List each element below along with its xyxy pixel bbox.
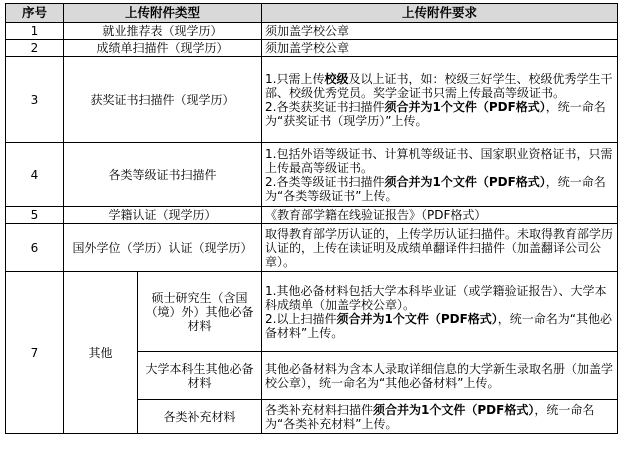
req-text: 各类补充材料扫描件 bbox=[265, 402, 374, 417]
row-requirement: 取得教育部学历认证的，上传学历认证扫描件。未取得教育部学历认证的，上传在读证明及成绩单翻译件扫描件（加盖翻译公司公章）。 bbox=[262, 224, 618, 272]
row-no: 6 bbox=[6, 224, 64, 272]
req-bold-text: 校级 bbox=[324, 71, 349, 86]
header-type: 上传附件类型 bbox=[64, 4, 262, 23]
req-bold-text: 须合并为1个文件（PDF格式） bbox=[336, 311, 498, 326]
row-type: 获奖证书扫描件（现学历） bbox=[64, 57, 262, 143]
req-text: ，统一命名为“各类等级证书”上传。 bbox=[265, 174, 606, 203]
req-text: ，统一命名为“获奖证书（现学历）”上传。 bbox=[265, 99, 606, 128]
req-text: 1.包括外语等级证书、计算机等级证书、国家职业资格证书，只需上传最高等级证书。 bbox=[265, 146, 613, 175]
req-bold-text: 须合并为1个文件（PDF格式） bbox=[384, 174, 546, 189]
row-type: 成绩单扫描件（现学历） bbox=[64, 40, 262, 57]
subrow-requirement bbox=[262, 400, 618, 434]
req-text: 2.以上扫描件 bbox=[265, 311, 337, 326]
req-text: 2.各类等级证书扫描件 bbox=[265, 174, 385, 189]
req-text: ，统一命名为“其他必备材料”上传。 bbox=[265, 311, 612, 340]
table-header-row bbox=[6, 4, 618, 23]
table-row bbox=[6, 143, 618, 207]
header-requirements: 上传附件要求 bbox=[262, 4, 618, 23]
req-text: ，统一命名为“各类补充材料”上传。 bbox=[265, 402, 595, 431]
subrow-type: 硕士研究生（含国（境）外）其他必备材料 bbox=[138, 272, 262, 352]
header-no: 序号 bbox=[6, 4, 64, 23]
row-type: 其他 bbox=[64, 272, 138, 434]
row-type: 各类等级证书扫描件 bbox=[64, 143, 262, 207]
row-requirement: 须加盖学校公章 bbox=[262, 40, 618, 57]
subrow-type: 各类补充材料 bbox=[138, 400, 262, 434]
row-requirement: 须加盖学校公章 bbox=[262, 23, 618, 40]
req-bold-text: 须合并为1个文件（PDF格式） bbox=[384, 99, 546, 114]
row-type: 就业推荐表（现学历） bbox=[64, 23, 262, 40]
req-text: 1.其他必备材料包括大学本科毕业证（或学籍验证报告）、大学本科成绩单（加盖学校公章）。 bbox=[265, 283, 607, 312]
subrow-requirement bbox=[262, 272, 618, 352]
row-no: 5 bbox=[6, 207, 64, 224]
row-no: 4 bbox=[6, 143, 64, 207]
table-row bbox=[6, 23, 618, 40]
row-no: 7 bbox=[6, 272, 64, 434]
req-text: 1.只需上传 bbox=[265, 71, 325, 86]
table-row bbox=[6, 272, 618, 352]
row-type: 国外学位（学历）认证（现学历） bbox=[64, 224, 262, 272]
req-text: 及以上证书，如：校级三好学生、校级优秀学生干部、校级优秀党员。奖学金证书只需上传最高等级证书。 bbox=[265, 71, 613, 100]
req-bold-text: 须合并为1个文件（PDF格式） bbox=[373, 402, 535, 417]
table-row bbox=[6, 57, 618, 143]
row-no: 3 bbox=[6, 57, 64, 143]
row-type: 学籍认证（现学历） bbox=[64, 207, 262, 224]
row-no: 1 bbox=[6, 23, 64, 40]
row-requirement bbox=[262, 57, 618, 143]
table-row bbox=[6, 207, 618, 224]
subrow-type: 大学本科生其他必备材料 bbox=[138, 352, 262, 400]
req-text: 2.各类获奖证书扫描件 bbox=[265, 99, 385, 114]
row-requirement: 《教育部学籍在线验证报告》（PDF格式） bbox=[262, 207, 618, 224]
row-no: 2 bbox=[6, 40, 64, 57]
attachment-requirements-table bbox=[5, 3, 618, 434]
row-requirement bbox=[262, 143, 618, 207]
subrow-requirement: 其他必备材料为含本人录取详细信息的大学新生录取名册（加盖学校公章），统一命名为“其他必备材料”上传。 bbox=[262, 352, 618, 400]
table-row bbox=[6, 40, 618, 57]
table-row bbox=[6, 224, 618, 272]
